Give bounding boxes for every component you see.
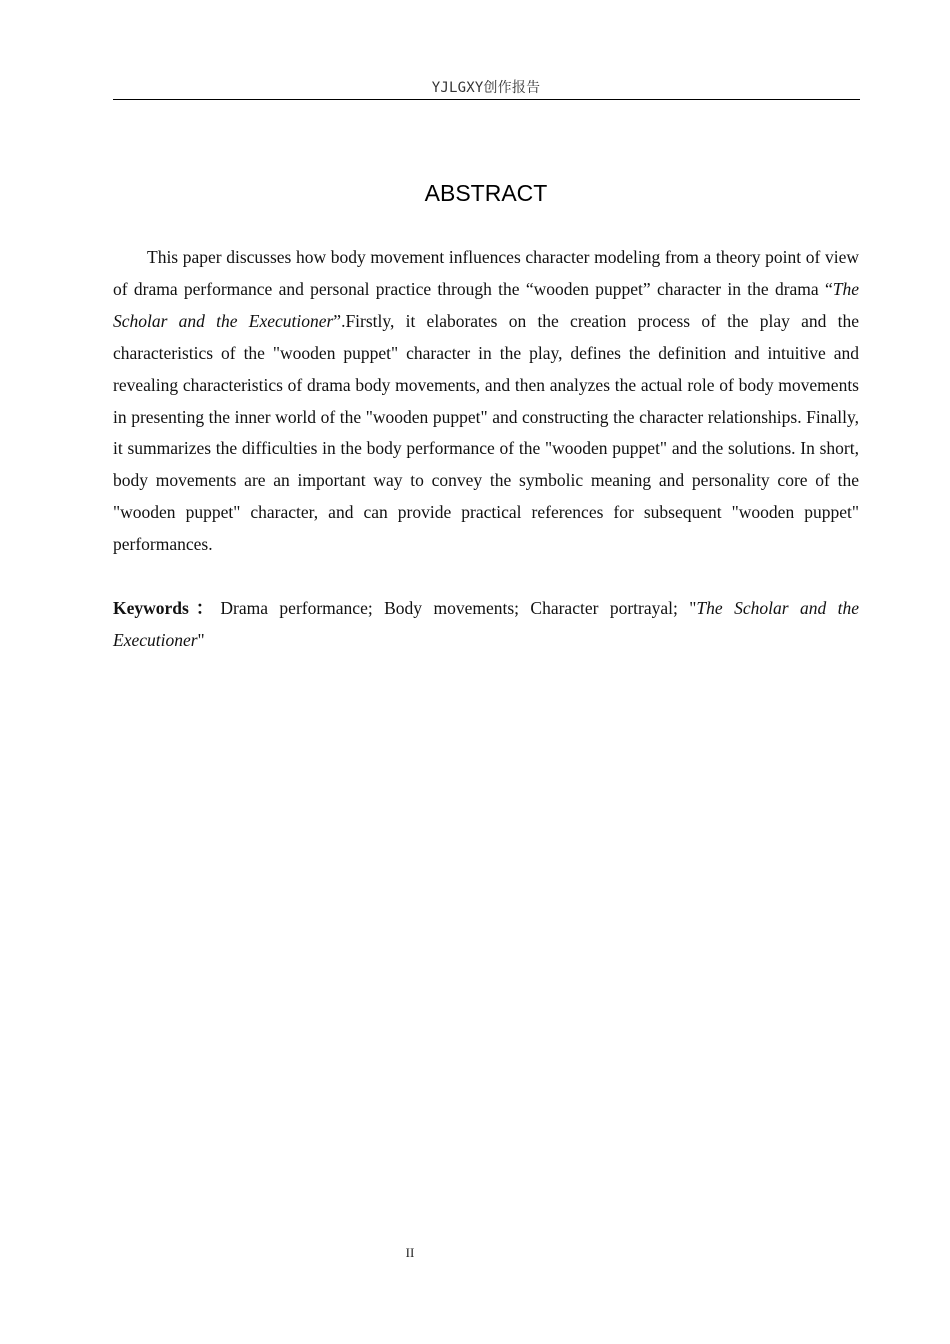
page-number: II bbox=[405, 1245, 415, 1260]
keywords-drama-title: The Scholar and the Executioner bbox=[113, 598, 859, 650]
abstract-paragraph bbox=[113, 242, 859, 561]
keywords-closing-quote: " bbox=[197, 629, 205, 650]
running-header: YJLGXY创作报告 bbox=[431, 80, 541, 96]
keywords-paragraph bbox=[113, 593, 859, 657]
abstract-title: ABSTRACT bbox=[424, 180, 548, 206]
header-rule bbox=[113, 99, 860, 100]
abstract-drama-title: The Scholar and the Executioner bbox=[113, 278, 859, 331]
keywords-label: Keywords： bbox=[113, 598, 221, 618]
keywords-list: Drama performance; Body movements; Character portrayal; " bbox=[220, 598, 697, 618]
abstract-text-part1: This paper discusses how body movement influences character modeling from a theory point of view of drama performance and personal practice through the “wooden puppet” character in the drama “ bbox=[113, 247, 859, 299]
abstract-text-part2: ”.Firstly, it elaborates on the creation process of the play and the characteristics of the "wooden puppet" character in the play, defines the definition and intuitive and revealing characteristics of drama body movements, and then analyzes the actual role of body movements in presenting the inner world of the "wooden puppet" and constructing the character relationships. Finally, it summarizes the difficulties in the body performance of the "wooden puppet" and the solutions. In short, body movements are an important way to convey the symbolic meaning and personality core of the "wooden puppet" character, and can provide practical references for subsequent "wooden puppet" performances. bbox=[113, 310, 859, 555]
